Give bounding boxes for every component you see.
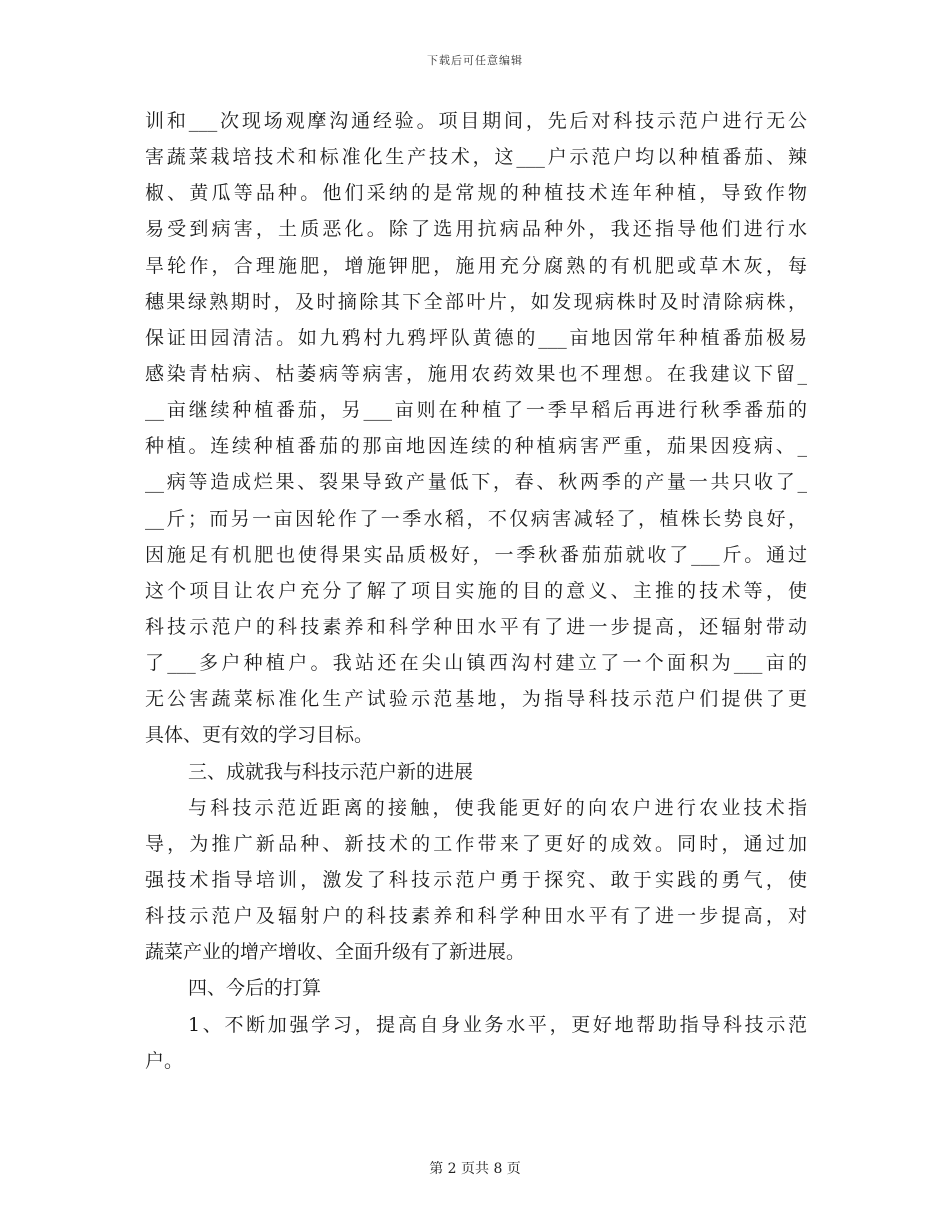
document-body	[145, 103, 807, 1079]
body-line: 感染青枯病、枯萎病等病害，施用农药效果也不理想。在我建议下留_	[145, 362, 807, 385]
section-heading-4: 四、今后的打算	[188, 977, 322, 1000]
body-line: __病等造成烂果、裂果导致产量低下，春、秋两季的产量一共只收了_	[145, 471, 807, 494]
body-line: 导，为推广新品种、新技术的工作带来了更好的成效。同时，通过加	[145, 832, 807, 855]
body-line: 了___多户种植户。我站还在尖山镇西沟村建立了一个面积为___亩的	[145, 652, 807, 675]
body-line: 这个项目让农户充分了解了项目实施的目的意义、主推的技术等，使	[145, 579, 807, 602]
body-line: 训和___次现场观摩沟通经验。项目期间，先后对科技示范户进行无公	[145, 110, 807, 132]
page-header-note: 下载后可任意编辑	[427, 54, 523, 67]
body-line: 害蔬菜栽培技术和标准化生产技术，这___户示范户均以种植番茄、辣	[145, 146, 807, 169]
body-line: 因施足有机肥也使得果实品质极好，一季秋番茄茄就收了___斤。通过	[145, 543, 807, 566]
body-line: 科技示范户的科技素养和科学种田水平有了进一步提高，还辐射带动	[145, 615, 807, 638]
section-heading-3: 三、成就我与科技示范户新的进展	[188, 760, 474, 783]
body-line: 强技术指导培训，激发了科技示范户勇于探究、敢于实践的勇气，使	[145, 868, 807, 891]
page-number: 第 2 页共 8 页	[429, 1161, 521, 1177]
body-line: __亩继续种植番茄，另___亩则在种植了一季早稻后再进行秋季番茄的	[145, 399, 807, 422]
body-line: __斤；而另一亩因轮作了一季水稻，不仅病害减轻了，植株长势良好，	[145, 507, 807, 530]
body-line: 蔬菜产业的增产增收、全面升级有了新进展。	[145, 941, 526, 964]
body-line: 与科技示范近距离的接触，使我能更好的向农户进行农业技术指	[188, 796, 807, 819]
body-line: 穗果绿熟期时，及时摘除其下全部叶片，如发现病株时及时清除病株，	[145, 290, 807, 313]
body-line: 户。	[145, 1049, 184, 1072]
body-line: 易受到病害，土质恶化。除了选用抗病品种外，我还指导他们进行水	[145, 218, 807, 241]
body-line: 无公害蔬菜标准化生产试验示范基地，为指导科技示范户们提供了更	[145, 688, 807, 711]
list-item-1: 1、不断加强学习，提高自身业务水平，更好地帮助指导科技示范	[188, 1013, 807, 1036]
body-line: 保证田园清洁。如九鸦村九鸦坪队黄德的___亩地因常年种植番茄极易	[145, 326, 807, 349]
body-line: 种植。连续种植番茄的那亩地因连续的种植病害严重，茄果因疫病、_	[145, 435, 807, 458]
body-line: 椒、黄瓜等品种。他们采纳的是常规的种植技术连年种植，导致作物	[145, 182, 807, 205]
body-line: 科技示范户及辐射户的科技素养和科学种田水平有了进一步提高，对	[145, 905, 807, 928]
body-line: 具体、更有效的学习目标。	[145, 724, 374, 747]
body-line: 旱轮作，合理施肥，增施钾肥，施用充分腐熟的有机肥或草木灰，每	[145, 254, 807, 277]
